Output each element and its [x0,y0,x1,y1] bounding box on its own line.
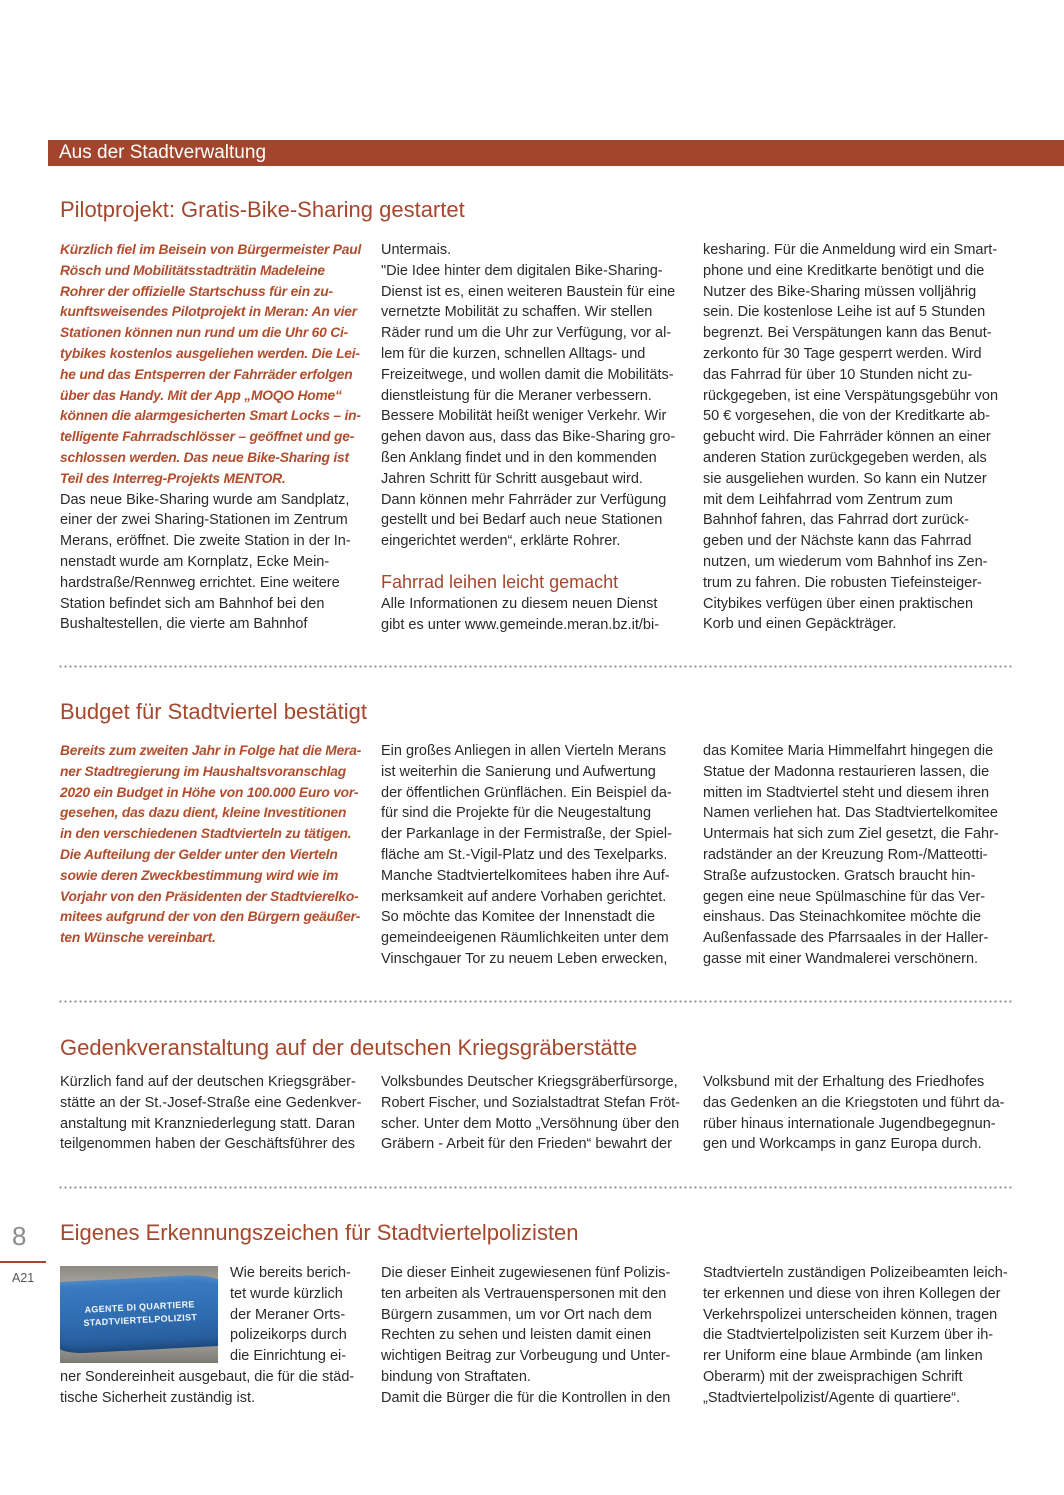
section-header-title: Aus der Stadtverwaltung [59,142,267,163]
article-column [703,741,1013,970]
armband [60,1274,218,1355]
dotted-divider [58,1000,1012,1003]
article-column [60,1072,370,1155]
article-body-text: Stadtvierteln zuständigen Polizeibeamten leich- ter erkennen und diese von ihren Kollegen der Verkehrspolizei unterscheiden können, tragen die Stadtviertelpolizisten seit Kurzem über ih- rer Uniform eine blaue Armbinde (am linken Oberarm) mit der zweisprachigen Schrift „Stadtviertelpolizist/Agente di quartiere“. [703,1265,1008,1406]
page-number: 8 [12,1221,27,1251]
article-body-text: Untermais. "Die Idee hinter dem digitalen Bike-Sharing- Dienst ist es, einen weiteren Baustein für eine vernetzte Mobilität zu schaffen. Wir stellen Räder rund um die Uhr zur Verfügung, vor al- lem für die kurzen, schnellen Alltags- und Freizeitwege, und wollen damit die Mobilitäts- dienstleistung für die Meraner verbessern. Bessere Mobilität heißt weniger Verkehr. Wir gehen davon aus, dass das Bike-Sharing gro- ßen Anklang findet und in den kommenden Jahren Schritt für Schritt ausgebaut wird. Dann können mehr Fahrräder zur Verfügung gestellt und bei Bedarf auch neue Stationen eingerichtet werden“, erklärte Rohrer. [381,242,676,550]
page-number-rule [0,1261,46,1263]
dotted-divider [58,665,1012,668]
article-subheading: Fahrrad leihen leicht gemacht [381,571,619,592]
article-column [703,1072,1013,1155]
armband-text-line-2: STADTVIERTELPOLIZIST [83,1312,198,1328]
armband-text-line-1: AGENTE DI QUARTIERE [84,1299,195,1315]
article-body-text: Alle Informationen zu diesem neuen Dienst gibt es unter www.gemeinde.meran.bz.it/bi- [381,595,660,633]
article-column [60,1367,370,1409]
article-column [230,1263,365,1367]
article-body-text: Kürzlich fand auf der deutschen Kriegsgräber- stätte an der St.-Josef-Straße eine Gedenkver- anstaltung mit Kranzniederlegung statt. Daran teilgenommen haben der Geschäftsführer des [60,1074,362,1153]
page-code: A21 [12,1271,35,1285]
article-title: Pilotprojekt: Gratis-Bike-Sharing gestartet [60,197,465,222]
article-column [381,1263,691,1409]
article-body-text: Volksbund mit der Erhaltung des Friedhofes das Gedenken an die Kriegstoten und führt da- rüber hinaus internationale Jugendbegegnun- gen und Workcamps in ganz Europa durch. [703,1074,1005,1153]
article-lead: Bereits zum zweiten Jahr in Folge hat die Mera- ner Stadtregierung im Haushaltsvoranschlag 2020 ein Budget in Höhe von 100.000 Euro vor- gesehen, das dazu dient, kleine Investitionen in den verschiedenen Stadtvierteln zu tätigen. Die Aufteilung der Gelder unter den Vierteln sowie deren Zweckbestimmung wird wie im Vorjahr von den Präsidenten der Stadtvierelko- mitees aufgrund der von den Bürgern geäußer- ten Wünsche vereinbart. [60,743,362,946]
section-header-bar [48,140,1064,166]
article-column [703,1263,1013,1409]
article-column [381,1072,691,1155]
article-body-text: Die dieser Einheit zugewiesenen fünf Polizis- ten arbeiten als Vertrauenspersonen mit den Bürgern zusammen, um vor Ort nach dem Rechten zu sehen und leisten damit einen wichtigen Beitrag zur Vorbeugung und Unter- bindung von Straftaten. Damit die Bürger die für die Kontrollen in den [381,1265,671,1406]
armband-photo [60,1266,218,1363]
article-title: Gedenkveranstaltung auf der deutschen Kriegsgräberstätte [60,1035,638,1060]
article-column [60,741,370,949]
article-body-text: Wie bereits berich- tet wurde kürzlich der Meraner Orts- polizeikorps durch die Einrichtung ei- [230,1265,351,1365]
article-lead: Kürzlich fiel im Beisein von Bürgermeister Paul Rösch und Mobilitätsstadträtin Madeleine Rohrer der offizielle Startschuss für ein zu- kunftsweisendes Pilotprojekt in Meran: An vier Stationen können nun rund um die Uhr 60 Ci- tybikes kostenlos ausgeliehen werden. Die Lei- he und das Entsperren der Fahrräder erfolgen über das Handy. Mit der App „MOQO Home“ können die alarmgesicherten Smart Locks – in- telligente Fahrradschlösser – geöffnet und ge- schlossen werden. Das neue Bike-Sharing ist Teil des Interreg-Projekts MENTOR. [60,242,362,486]
article-body-text: Das neue Bike-Sharing wurde am Sandplatz, einer der zwei Sharing-Stationen im Zentrum Merans, eröffnet. Die zweite Station in der In- nenstadt wurde am Kornplatz, Ecke Mein- hardstraße/Rennweg errichtet. Eine weitere Station befindet sich am Bahnhof bei den Bushaltestellen, die vierte am Bahnhof [60,491,351,633]
dotted-divider [58,1186,1012,1189]
article-body-text: ner Sondereinheit ausgebaut, die für die städ- tische Sicherheit zuständig ist. [60,1369,355,1406]
article-title: Eigenes Erkennungszeichen für Stadtviertelpolizisten [60,1220,579,1245]
article-body-text: Ein großes Anliegen in allen Vierteln Merans ist weiterhin die Sanierung und Aufwertung der öffentlichen Grünflächen. Ein Beispiel da- für sind die Projekte für die Neugestaltung der Parkanlage in der Fermistraße, der Spiel- fläche am St.-Vigil-Platz und des Texelparks. Manche Stadtviertelkomitees haben ihre Auf- merksamkeit auf andere Vorhaben gerichtet. So möchte das Komitee der Innenstadt die gemeindeeigenen Räumlichkeiten unter dem Vinschgauer Tor zu neuem Leben erwecken, [381,743,672,967]
article-column [60,240,370,635]
article-column [381,741,691,970]
article-column [381,240,691,636]
article-column [703,240,1013,635]
article-body-text: Volksbundes Deutscher Kriegsgräberfürsorge, Robert Fischer, und Sozialstadtrat Stefan Fröt- scher. Unter dem Motto „Versöhnung über den Gräbern - Arbeit für den Frieden“ bewahrt der [381,1074,680,1153]
article-body-text: das Komitee Maria Himmelfahrt hingegen die Statue der Madonna restaurieren lassen, die mitten im Stadtviertel steht und diesem ihren Namen verliehen hat. Das Stadtviertelkomitee Untermais hat sich zum Ziel gesetzt, die Fahr- radständer an der Kreuzung Rom-/Matteotti- Straße aufzustocken. Gratsch braucht hin- gegen eine neue Spülmaschine für das Ver- einshaus. Das Steinachkomitee möchte die Außenfassade des Pfarrsaales in der Haller- gasse mit einer Wandmalerei verschönern. [703,743,999,967]
article-body-text: kesharing. Für die Anmeldung wird ein Smart- phone und eine Kreditkarte benötigt und die Nutzer des Bike-Sharing müssen volljährig sein. Die kostenlose Leihe ist auf 5 Stunden begrenzt. Bei Verspätungen kann das Benut- zerkonto für 30 Tage gesperrt werden. Wird das Fahrrad für über 10 Stunden nicht zu- rückgegeben, ist eine Verspätungsgebühr von 50 € vorgesehen, die von der Kreditkarte ab- gebucht wird. Die Fahrräder können an einer anderen Station zurückgegeben werden, als sie ausgeliehen wurden. So kann ein Nutzer mit dem Leihfahrrad vom Zentrum zum Bahnhof fahren, das Fahrrad dort zurück- geben und der Nächste kann das Fahrrad nutzen, um wiederum vom Bahnhof ins Zen- trum zu fahren. Die robusten Tiefeinsteiger- Citybikes verfügen über einen praktischen Korb und einen Gepäckträger. [703,242,999,633]
article-title: Budget für Stadtviertel bestätigt [60,699,367,724]
